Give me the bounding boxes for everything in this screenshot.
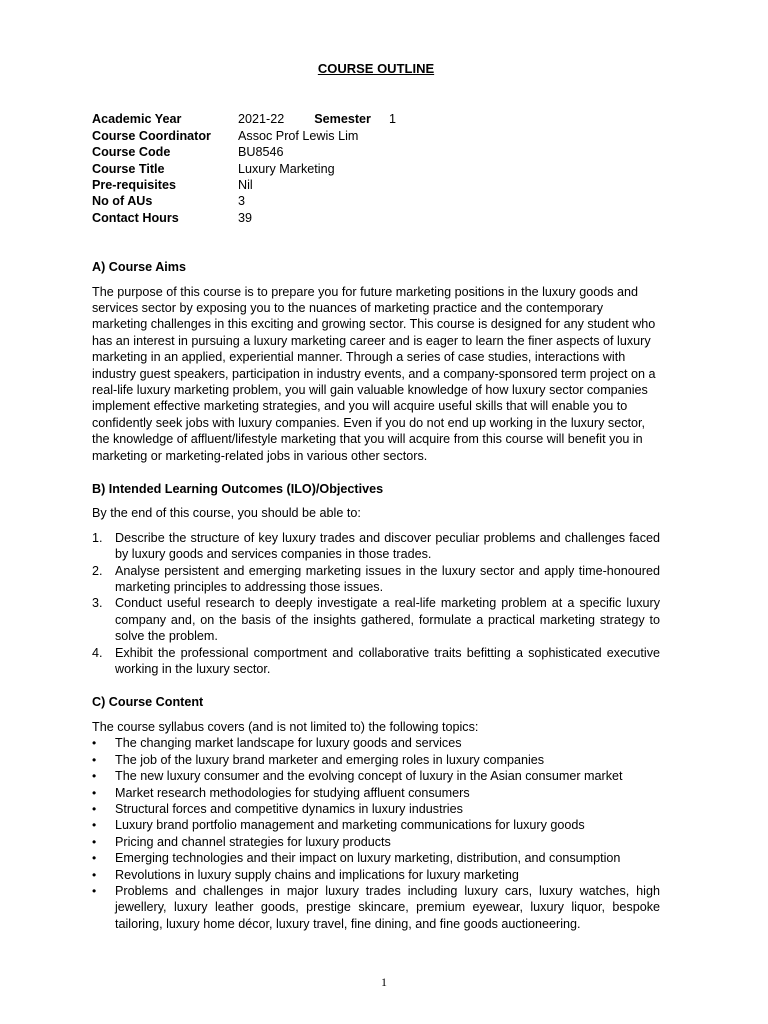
list-number: 1. <box>92 530 103 545</box>
bullet-icon: • <box>92 818 97 833</box>
list-item <box>92 752 660 768</box>
list-item-text: Problems and challenges in major luxury trades including luxury cars, luxury watches, high jewellery, luxury leather goods, prestige skincare, premium eyewear, luxury liquor, bespoke tailoring, luxury home décor, luxury travel, fine dining, and fine goods auctioneering. <box>115 883 660 931</box>
academic-year-value: 2021-22 <box>238 112 285 127</box>
section-heading-content: C) Course Content <box>92 695 204 710</box>
info-row-coordinator <box>92 128 660 144</box>
course-info-block <box>92 111 660 226</box>
bullet-icon: • <box>92 867 97 882</box>
list-item-text: Describe the structure of key luxury trades and discover peculiar problems and challenges faced by luxury goods and services companies in those trades. <box>115 530 660 562</box>
list-item-text: Emerging technologies and their impact on luxury marketing, distribution, and consumption <box>115 851 621 866</box>
list-item <box>92 867 660 883</box>
info-value: Nil <box>238 177 253 192</box>
info-value: Assoc Prof Lewis Lim <box>238 128 359 143</box>
bullet-icon: • <box>92 736 97 751</box>
info-row-course-code <box>92 144 660 160</box>
list-item <box>92 850 660 866</box>
aims-paragraph: The purpose of this course is to prepare you for future marketing positions in the luxury goods and services sector by exposing you to the nuances of marketing practice and the contemporary marketing challenges in this exciting and growing sector. This course is designed for any student who has an interest in pursuing a luxury marketing career and is eager to learn the finer aspects of luxury marketing in an applied, experiential manner. Through a series of case studies, interactions with industry guest speakers, participation in industry events, and a company-sponsored term project on a real-life luxury marketing problem, you will gain valuable knowledge of how luxury sector companies implement effective marketing strategies, and you will acquire useful skills that will enable you to confidently seek jobs with luxury companies. Even if you do not end up working in the luxury sector, the knowledge of affluent/lifestyle marketing that you will acquire from this course will benefit you in marketing or marketing-related jobs in various other sectors. <box>92 284 656 463</box>
info-label: Contact Hours <box>92 210 179 225</box>
list-item <box>92 883 660 932</box>
list-item-text: Revolutions in luxury supply chains and implications for luxury marketing <box>115 867 519 882</box>
list-item-text: Conduct useful research to deeply investigate a real-life marketing problem at a specific luxury company and, on the basis of the insights gathered, formulate a practical marketing strategy to solve the problem. <box>115 596 660 644</box>
list-item <box>92 530 660 563</box>
list-item-text: Analyse persistent and emerging marketing issues in the luxury sector and apply time-honoured marketing principles to addressing those issues. <box>115 563 660 595</box>
list-item <box>92 595 660 644</box>
list-item <box>92 834 660 850</box>
bullet-icon: • <box>92 785 97 800</box>
info-row-academic-year <box>92 111 660 127</box>
bullet-icon: • <box>92 834 97 849</box>
info-label: No of AUs <box>92 194 153 209</box>
bullet-icon: • <box>92 769 97 784</box>
list-item <box>92 563 660 596</box>
info-row-contact-hours <box>92 210 660 226</box>
topics-list <box>92 735 660 932</box>
list-number: 4. <box>92 645 103 660</box>
section-heading-aims: A) Course Aims <box>92 260 187 275</box>
bullet-icon: • <box>92 752 97 767</box>
list-item-text: The new luxury consumer and the evolving concept of luxury in the Asian consumer market <box>115 769 623 784</box>
info-label: Course Coordinator <box>92 128 211 143</box>
list-item-text: Luxury brand portfolio management and marketing communications for luxury goods <box>115 818 585 833</box>
page-number: 1 <box>381 975 387 989</box>
info-value: 39 <box>238 210 253 225</box>
info-row-aus <box>92 193 660 209</box>
list-number: 3. <box>92 596 103 611</box>
document-body <box>92 61 660 932</box>
semester-value: 1 <box>388 112 396 127</box>
bullet-icon: • <box>92 801 97 816</box>
list-item <box>92 817 660 833</box>
list-number: 2. <box>92 563 103 578</box>
semester-label: Semester <box>314 112 371 127</box>
list-item-text: Pricing and channel strategies for luxury products <box>115 834 391 849</box>
list-item <box>92 645 660 678</box>
list-item-text: Exhibit the professional comportment and collaborative traits befitting a sophisticated executive working in the luxury sector. <box>115 645 660 677</box>
list-item-text: The job of the luxury brand marketer and emerging roles in luxury companies <box>115 752 545 767</box>
info-label: Course Title <box>92 161 165 176</box>
info-label: Pre-requisites <box>92 177 176 192</box>
info-row-prerequisites <box>92 177 660 193</box>
info-label: Academic Year <box>92 112 182 127</box>
list-item <box>92 785 660 801</box>
info-value: Luxury Marketing <box>238 161 335 176</box>
info-value: BU8546 <box>238 145 284 160</box>
list-item-text: Market research methodologies for studying affluent consumers <box>115 785 470 800</box>
ilo-list <box>92 530 660 678</box>
info-value: 3 <box>238 194 246 209</box>
document-title: COURSE OUTLINE <box>317 61 435 76</box>
list-item <box>92 768 660 784</box>
info-row-course-title <box>92 161 660 177</box>
section-heading-ilo: B) Intended Learning Outcomes (ILO)/Objectives <box>92 482 384 497</box>
content-intro: The course syllabus covers (and is not limited to) the following topics: <box>92 719 479 734</box>
list-item-text: Structural forces and competitive dynamics in luxury industries <box>115 801 463 816</box>
bullet-icon: • <box>92 851 97 866</box>
list-item <box>92 735 660 751</box>
list-item <box>92 801 660 817</box>
ilo-intro: By the end of this course, you should be able to: <box>92 506 361 521</box>
bullet-icon: • <box>92 883 97 898</box>
info-label: Course Code <box>92 145 171 160</box>
list-item-text: The changing market landscape for luxury goods and services <box>115 736 462 751</box>
